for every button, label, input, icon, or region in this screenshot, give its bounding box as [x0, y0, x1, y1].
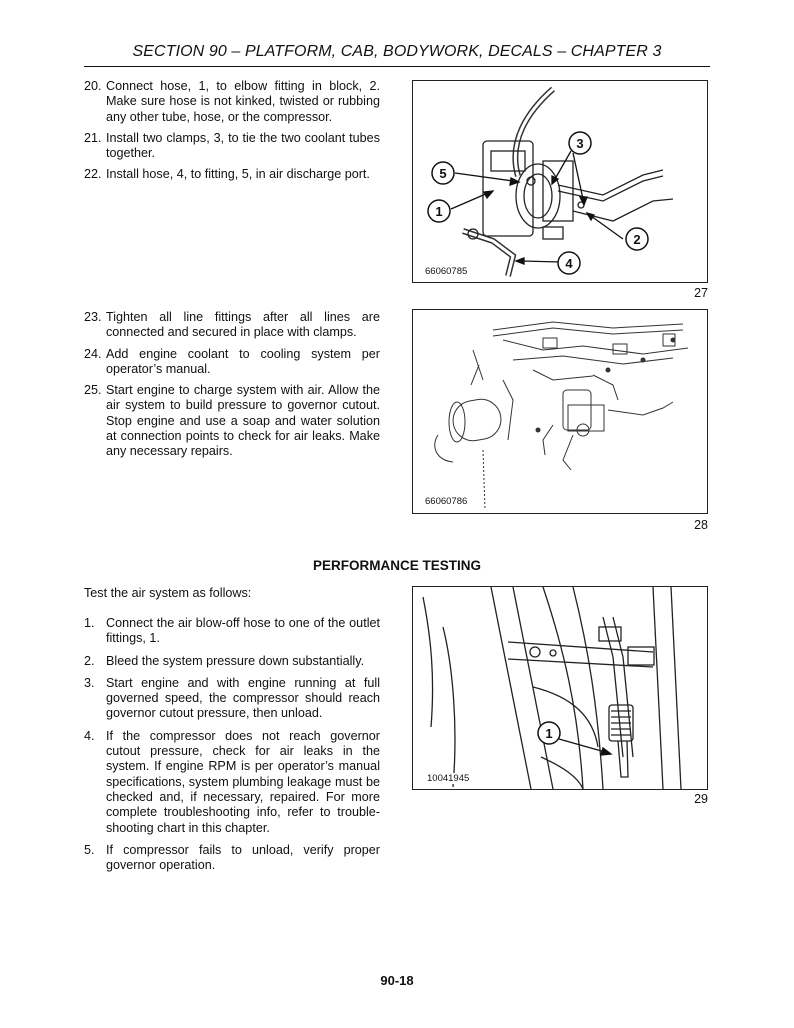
figure-29-illustration [413, 587, 707, 789]
step-number: 4. [84, 728, 95, 743]
figure-number: 29 [694, 792, 708, 806]
step-number: 5. [84, 842, 95, 857]
performance-steps [84, 616, 380, 880]
figure-number: 27 [694, 286, 708, 300]
step-text: Start engine and with engine running at full governed speed, the compressor should reach governor cutout pressure, then unload. [106, 675, 380, 721]
step-item [84, 347, 380, 378]
section-header: SECTION 90 – PLATFORM, CAB, BODYWORK, DECALS – CHAPTER 3 [132, 43, 662, 60]
step-text: Add engine coolant to cooling system per operator’s manual. [106, 346, 380, 376]
step-number: 25. [84, 383, 102, 398]
step-number: 2. [84, 653, 95, 668]
step-number: 3. [84, 675, 95, 690]
header-rule [84, 66, 710, 67]
callout-4: 4 [565, 256, 573, 271]
figure-code: 10041945 [427, 773, 470, 784]
performance-intro-block [84, 586, 380, 601]
step-text: Bleed the system pressure down substantially. [106, 653, 365, 668]
figure-28-illustration [413, 310, 707, 513]
step-text: If the compressor does not reach governor cutout pressure, check for air leaks in the system. If engine RPM is per operator’s manual specifications, system plumbing leakage must be checked and, if necessary, repaired. For more complete troubleshooting info, refer to trouble-shooting chart in this chapter. [106, 728, 380, 835]
step-text: Install hose, 4, to fitting, 5, in air discharge port. [106, 167, 370, 182]
steps-group-1 [84, 79, 380, 189]
figure-number: 28 [694, 518, 708, 532]
step-item [84, 167, 380, 182]
performance-intro: Test the air system as follows: [84, 586, 252, 600]
figure-28-air-system-layout [412, 309, 708, 514]
step-item [84, 654, 380, 669]
step-item [84, 383, 380, 459]
step-item [84, 843, 380, 874]
step-text: Connect the air blow-off hose to one of the outlet fittings, 1. [106, 616, 380, 646]
step-text: If compressor fails to unload, verify proper governor operation. [106, 842, 380, 873]
step-number: 22. [84, 167, 102, 182]
callout-1: 1 [545, 726, 553, 741]
callout-2: 2 [633, 232, 641, 247]
callout-5: 5 [439, 166, 447, 181]
step-item [84, 676, 380, 722]
step-text: Start engine to charge system with air. Allow the air system to build pressure to governor cutout. Stop engine and use a soap and water solution at connection points to check for air leaks. Make any necessary repairs. [106, 383, 380, 459]
step-number: 21. [84, 130, 102, 145]
figure-code: 66060786 [425, 496, 468, 507]
step-item [84, 729, 380, 836]
step-item [84, 131, 380, 162]
figure-27-illustration [413, 81, 707, 282]
step-number: 23. [84, 310, 102, 324]
section-title: PERFORMANCE TESTING [312, 558, 481, 573]
step-number: 20. [84, 79, 102, 93]
callout-1: 1 [435, 204, 443, 219]
step-text: Connect hose, 1, to elbow fitting in block, 2. Make sure hose is not kinked, twisted or rubbing any other tube, hose, or the compressor. [106, 79, 380, 124]
steps-group-2 [84, 310, 380, 466]
figure-29-blow-off-hose [412, 586, 708, 790]
figure-27-compressor-hoses [412, 80, 708, 283]
step-item [84, 616, 380, 647]
step-item [84, 79, 380, 125]
step-text: Tighten all line fittings after all lines are connected and secured in place with clamps. [106, 310, 380, 340]
step-number: 24. [84, 346, 102, 361]
step-number: 1. [84, 616, 95, 630]
page-number: 90-18 [380, 973, 414, 988]
callout-3: 3 [576, 136, 584, 151]
step-text: Install two clamps, 3, to tie the two coolant tubes together. [106, 130, 380, 161]
step-item [84, 310, 380, 341]
figure-code: 66060785 [425, 266, 468, 277]
